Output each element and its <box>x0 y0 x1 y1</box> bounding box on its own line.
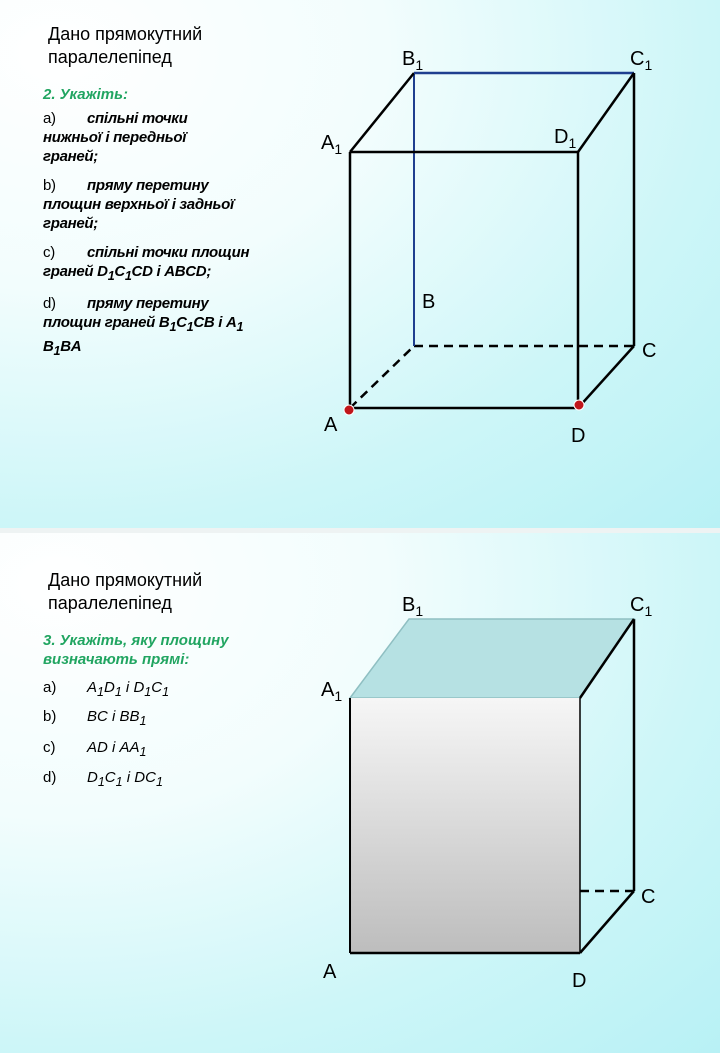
vertex-label-A: A <box>324 414 338 436</box>
task-item-b: b) пряму перетину площин верхньої і задньої граней; <box>43 177 234 232</box>
point-A <box>344 405 354 415</box>
top-face <box>350 619 634 698</box>
task-heading: 3. Укажіть, яку площину визначають прямі: <box>43 632 229 668</box>
vertex-label-A1: $A_1$ <box>321 679 343 704</box>
slide-2 <box>0 533 720 1053</box>
vertex-label-C: C <box>641 886 656 908</box>
edge-A1B1 <box>350 73 414 152</box>
vertex-label-B1: $B_1$ <box>402 48 424 73</box>
cuboid-diagram-shaded <box>0 533 720 1053</box>
vertex-label-C1: $C_1$ <box>630 594 653 619</box>
vertex-label-A1: $A_1$ <box>321 132 343 157</box>
task-item-a: a) спільні точки нижньої і передньої граней; <box>43 110 188 165</box>
task-item-b: b) BC і $BB_1$ <box>43 708 147 728</box>
edge-C1D1 <box>578 73 634 152</box>
point-D <box>574 400 584 410</box>
task-item-d: d) $D_1C_1$ і $DC_1$ <box>43 769 163 789</box>
edge-DC <box>578 346 634 408</box>
task-item-d: d) пряму перетину площин граней $B_1C_1CB$ і $A_1$ $B_1BA$ <box>43 295 244 358</box>
edge-AB-hidden <box>350 346 414 408</box>
vertex-label-D1: $D_1$ <box>554 126 577 151</box>
vertex-label-C: C <box>642 340 657 362</box>
vertex-label-D: D <box>572 970 587 992</box>
vertex-label-C1: $C_1$ <box>630 48 653 73</box>
edge-DC <box>580 891 634 953</box>
front-face <box>350 698 580 953</box>
vertex-label-B1: $B_1$ <box>402 594 424 619</box>
task-item-a: a) $A_1D_1$ і $D_1C_1$ <box>43 679 170 699</box>
task-item-c: c) спільні точки площин граней $D_1C_1CD$ і ABCD; <box>43 244 250 283</box>
vertex-label-D: D <box>571 425 586 447</box>
vertex-label-A: A <box>323 961 337 983</box>
task-heading: 2. Укажіть: <box>43 86 129 103</box>
slide-title: Дано прямокутний паралелепіпед <box>48 570 203 613</box>
vertex-label-B: B <box>422 291 436 313</box>
task-item-c: c) AD і $AA_1$ <box>43 739 147 759</box>
slide-title: Дано прямокутний паралелепіпед <box>48 24 203 67</box>
